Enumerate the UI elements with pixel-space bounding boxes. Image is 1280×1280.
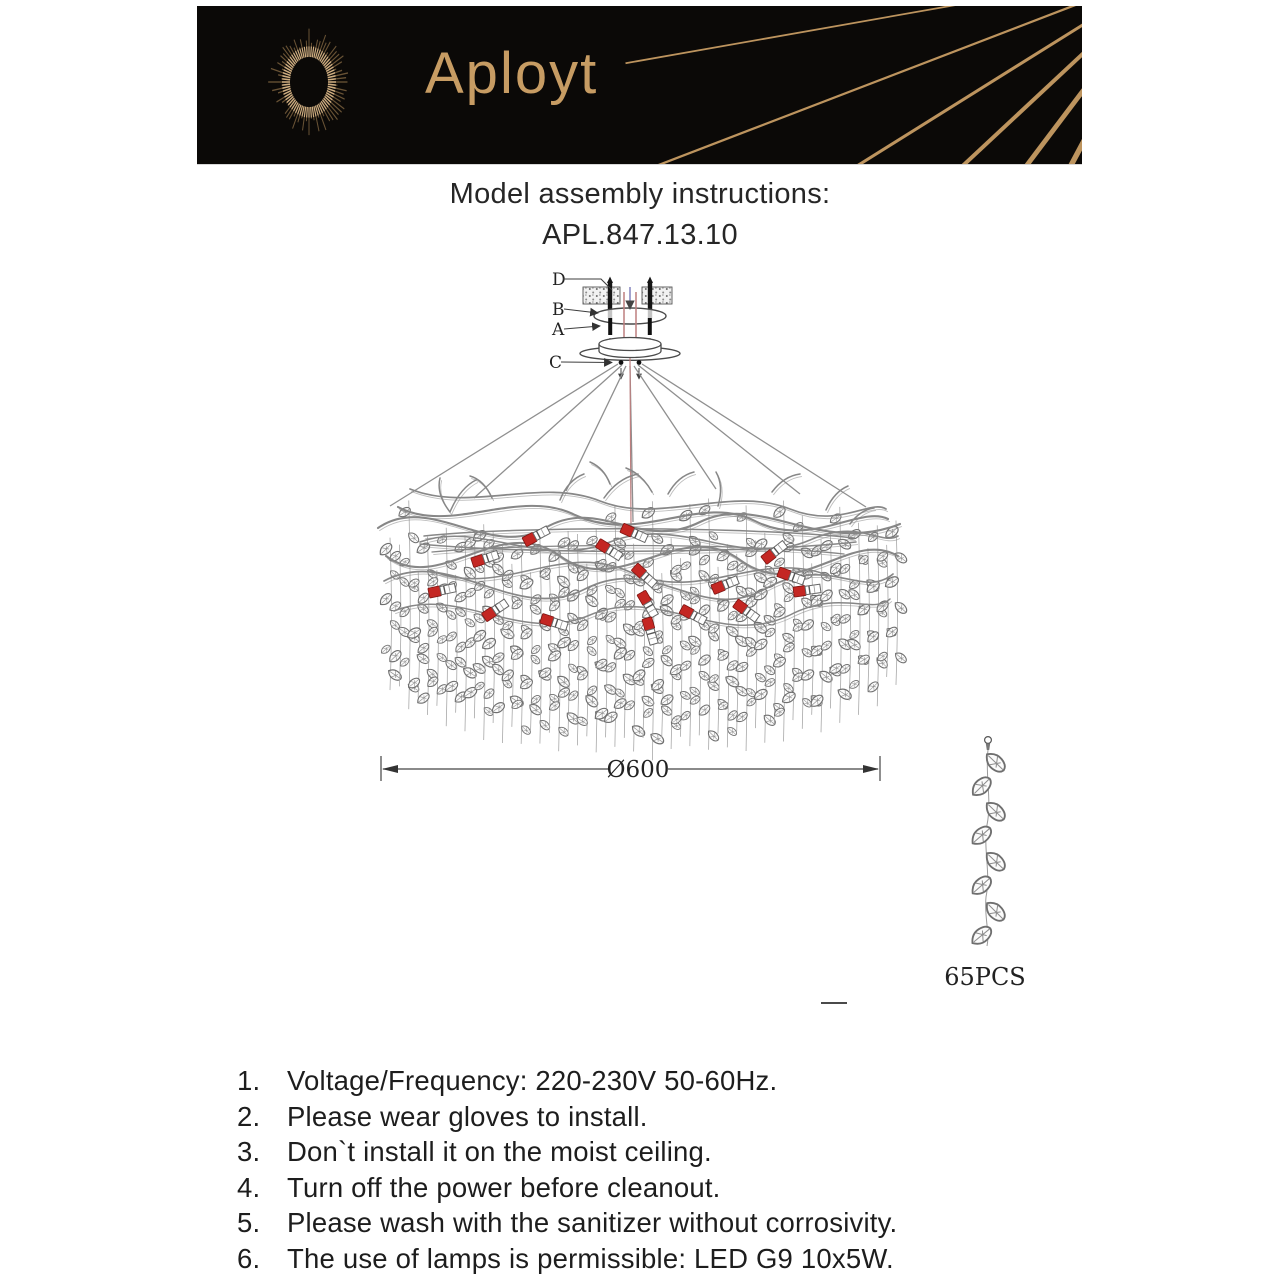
crystal-leaf [585, 684, 598, 697]
canopy-top [599, 338, 661, 351]
page-title: Model assembly instructions: [449, 178, 831, 210]
item-number: 1. [237, 1065, 261, 1096]
g9-lamp-holder [793, 583, 821, 597]
part-label-c: C [549, 353, 563, 373]
crystal-leaf [379, 643, 391, 655]
item-number: 2. [237, 1100, 261, 1132]
crystal-leaf [848, 629, 861, 641]
strand-thread [765, 533, 767, 743]
brand-logo-text: Aployt [425, 41, 599, 106]
item-text: Voltage/Frequency: 220-230V 50-60Hz. [287, 1065, 778, 1096]
crystal-leaf [781, 641, 795, 654]
crystal-leaf-large [968, 823, 994, 848]
crystal-leaf [529, 644, 541, 656]
crystal-leaf [641, 645, 654, 658]
item-text: Don`t install it on the moist ceiling. [287, 1136, 712, 1167]
crystal-leaf [836, 686, 853, 701]
crystal-leaf [415, 541, 432, 556]
crystal-leaf [659, 704, 673, 718]
strand-thread [446, 528, 448, 726]
part-label-d: D [552, 270, 566, 290]
strand-thread [465, 535, 467, 731]
part-label-b: B [552, 300, 565, 320]
crystal-leaf [528, 603, 542, 616]
crystal-leaf [659, 653, 675, 668]
crystal-leaf [585, 635, 598, 647]
crystal-leaf [780, 690, 797, 705]
instruction-item [237, 1241, 1137, 1277]
crystal-leaf-large [968, 873, 994, 899]
ceiling-slab-right [642, 287, 672, 304]
ceiling-slab-left [583, 287, 620, 304]
instruction-item [237, 1205, 1137, 1241]
assembly-diagram [0, 260, 1280, 1020]
crystal-leaf-large [982, 749, 1008, 775]
strand-thread [868, 548, 870, 691]
crystal-leaf [893, 600, 909, 616]
part-label-a: A [552, 320, 565, 340]
crystal-leaf [416, 591, 431, 606]
crystal-leaf [819, 620, 832, 632]
crystal-leaf-large [968, 923, 994, 948]
crystal-leaf [640, 505, 657, 521]
mounting-bracket-ring [594, 308, 666, 324]
crystal-leaf [463, 617, 476, 629]
strand-count-label: 65PCS [944, 963, 1026, 991]
instruction-item [237, 1063, 1137, 1099]
diameter-label: Ø600 [606, 757, 670, 783]
banner-art [197, 6, 1082, 164]
strand-thread [409, 500, 411, 709]
item-number: 6. [237, 1242, 261, 1274]
g9-lamp-holder [522, 525, 551, 547]
sample-strand-leaves [968, 749, 1008, 948]
item-number: 3. [237, 1136, 261, 1167]
chandelier-drawing [377, 462, 908, 760]
crystal-leaf [482, 588, 495, 601]
item-text: Please wash with the sanitizer without corrosivity. [287, 1207, 898, 1238]
crystal-leaf [406, 531, 420, 545]
crystal-leaf [529, 653, 542, 665]
instruction-item [237, 1170, 1137, 1206]
instruction-item [237, 1099, 1137, 1135]
crystal-leaf [679, 689, 692, 701]
strand-hook-icon [985, 737, 992, 744]
crystal-leaf-large [982, 798, 1008, 824]
ceiling-mount-diagram [390, 270, 866, 526]
item-text: The use of lamps is permissible: LED G9 10x5W. [287, 1242, 894, 1274]
item-text: Please wear gloves to install. [287, 1100, 648, 1132]
crystal-leaf [547, 700, 561, 713]
crystal-leaf [416, 641, 431, 655]
strand-thread [802, 515, 804, 728]
crystal-leaf [781, 631, 796, 644]
instructions-list [237, 1063, 1137, 1276]
item-number: 4. [237, 1171, 261, 1203]
diameter-dimension [381, 756, 880, 783]
crystal-leaf [649, 731, 666, 746]
item-number: 5. [237, 1207, 261, 1238]
crystal-leaf [386, 667, 403, 682]
crystal-leaf [782, 592, 795, 604]
strand-pin [986, 744, 990, 751]
crystal-leaf [893, 650, 908, 664]
crystal-leaf [697, 669, 711, 682]
crystal-leaf [660, 644, 673, 656]
crystal-leaf [753, 671, 767, 683]
strand-thread [774, 571, 776, 725]
sample-strand [944, 737, 1026, 991]
g9-lamp-holder [777, 567, 806, 586]
crystal-leaf [518, 576, 535, 591]
crystal-leaf [893, 550, 909, 565]
model-number: APL.847.13.10 [542, 219, 738, 251]
title-block [0, 174, 1280, 256]
crystal-leaf [415, 691, 431, 706]
crystal-leaf [585, 645, 598, 658]
strand-thread [699, 538, 701, 735]
instruction-item [237, 1134, 1137, 1170]
brand-banner [197, 6, 1082, 165]
crystal-leaf-large [968, 774, 994, 800]
crystal-leaf [630, 723, 647, 739]
item-text: Turn off the power before cleanout. [287, 1171, 721, 1203]
